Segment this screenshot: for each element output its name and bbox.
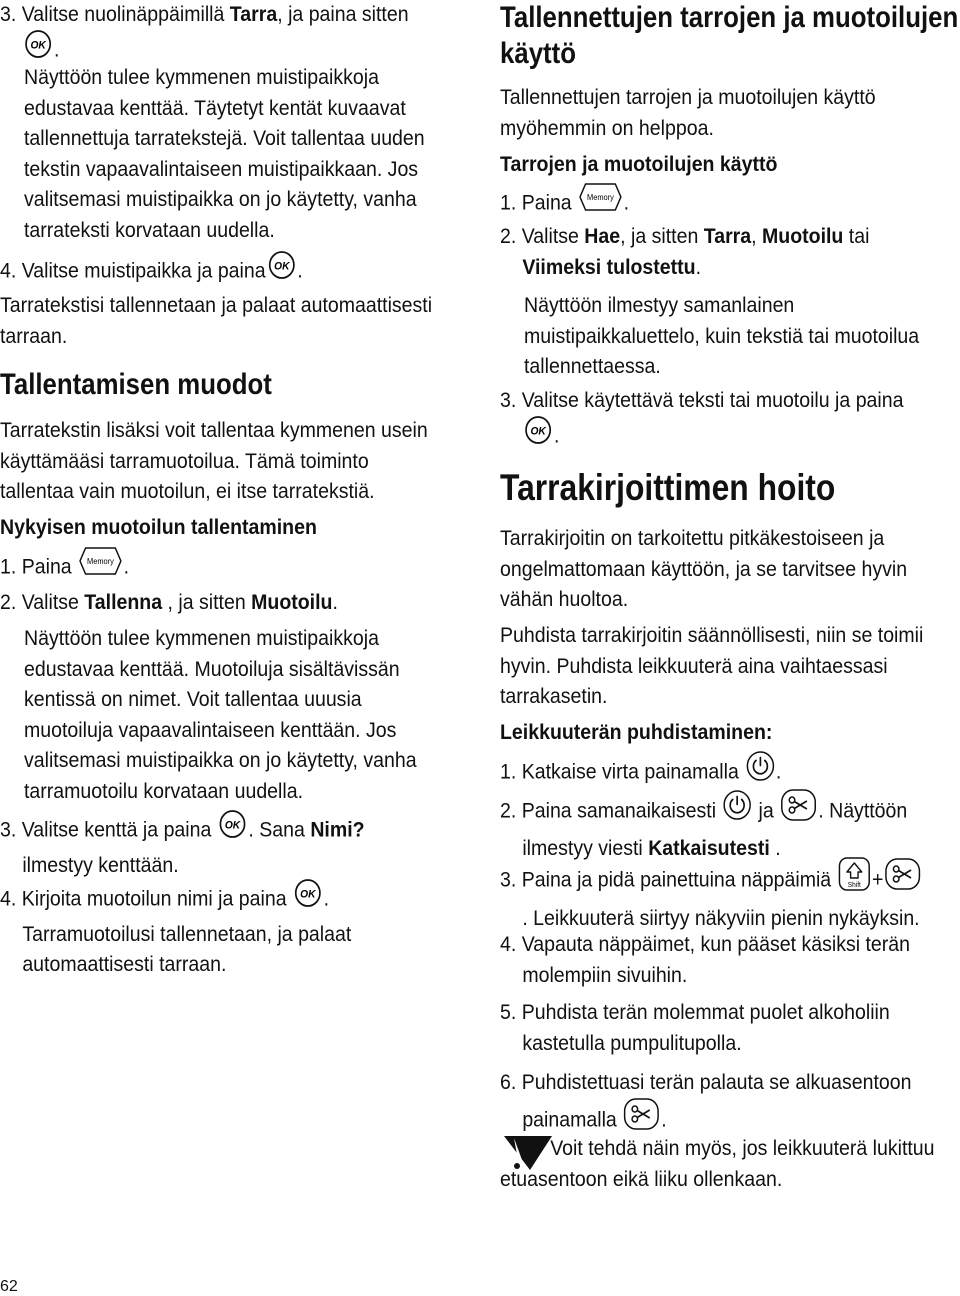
shift-key-icon [838, 856, 871, 902]
use-step-3: 3. Valitse käytettävä teksti tai muotoilu ja paina OK . [500, 386, 934, 456]
subheading-save-current-format: Nykyisen muotoilun tallentaminen [0, 516, 317, 539]
saved-labels-intro: Tallennettujen tarrojen ja muotoilujen käyttö myöhemmin on helppoa. [500, 86, 876, 140]
page-number: 62 [0, 1278, 18, 1295]
tip-note: Voit tehdä näin myös, jos leikkuuterä lukittuu etuasentoon eikä liiku ollenkaan. [500, 1134, 960, 1195]
format-step-3: 3. Valitse kenttä ja paina OK . Sana Nimi? ilmestyy kenttään. [0, 811, 392, 881]
scissors-key-icon [884, 857, 921, 901]
clean-step-4: 4. Vapauta näppäimet, kun pääset käsiksi terän molempiin sivuihin. [500, 933, 911, 987]
step-4-save-label: 4. Valitse muistipaikka ja paina OK . [0, 252, 303, 292]
clean-step-5: 5. Puhdista terän molemmat puolet alkoholiin kastetulla pumpulitupolla. [500, 1001, 890, 1055]
svg-text:OK: OK [300, 888, 316, 901]
scissors-key-icon [780, 788, 817, 832]
section-heading-save-formats: Tallentamisen muodot [0, 368, 272, 401]
memory-key-icon [578, 180, 623, 224]
svg-text:OK: OK [224, 819, 241, 832]
save-formats-intro: Tarratekstin lisäksi voit tallentaa kymmenen usein käyttämääsi tarramuotoilua. Tämä toiminto tallentaa vain muotoilun, ei itse tarratekstiä. [0, 419, 428, 503]
svg-text:Memory: Memory [86, 556, 114, 567]
clean-step-2: 2. Paina samanaikaisesti ja . Näyttöön ilmestyy viesti Katkaisutesti . [500, 790, 938, 864]
ok-key-icon [293, 878, 323, 918]
step-3-save-label: 3. Valitse nuolinäppäimillä Tarra, ja paina sitten [0, 3, 409, 26]
use-step-2: 2. Valitse Hae, ja sitten Tarra, Muotoilu tai Viimeksi tulostettu. [500, 225, 870, 279]
maintenance-cleaning-text: Puhdista tarrakirjoitin säännöllisesti, niin se toimii hyvin. Puhdista leikkuuterä aina vaihtaessasi tarrakasetin. [500, 624, 924, 708]
memory-key-icon [78, 544, 123, 588]
save-result-text: Tarratekstisi tallennetaan ja palaat automaattisesti tarraan. [0, 294, 433, 348]
use-step-1: 1. Paina Memory . [500, 182, 629, 226]
maintenance-intro: Tarrakirjoitin on tarkoitettu pitkäkestoiseen ja ongelmattomaan käyttöön, ja se tarvitsee hyvin vähän huoltoa. [500, 527, 908, 611]
section-heading-maintenance: Tarrakirjoittimen hoito [500, 467, 836, 508]
use-step-2-description: Näyttöön ilmestyy samanlainen muistipaikkaluettelo, kuin tekstiä tai muotoilua tallennettaessa. [524, 294, 920, 378]
power-key-icon [722, 789, 752, 831]
format-step-2: 2. Valitse Tallenna , ja sitten Muotoilu. [0, 591, 338, 614]
ok-key-icon [523, 415, 553, 455]
power-key-icon [745, 750, 775, 792]
svg-text:Memory: Memory [586, 192, 614, 203]
svg-text:OK: OK [273, 260, 290, 273]
subheading-cleaning-cutter: Leikkuuterän puhdistaminen: [500, 721, 773, 744]
clean-step-3: 3. Paina ja pidä painettuina näppäimiä Shift + . Leikkuuterä siirtyy näkyviin pienin nykäyksin. [500, 858, 954, 934]
format-step-4: 4. Kirjoita muotoilun nimi ja paina OK . Tarramuotoilusi tallennetaan, ja palaat automaattisesti tarraan. [0, 880, 378, 981]
clean-step-1: 1. Katkaise virta painamalla . [500, 752, 781, 794]
svg-text:Shift: Shift [847, 881, 861, 890]
svg-text:OK: OK [30, 38, 46, 52]
format-step-1: 1. Paina Memory . [0, 546, 129, 590]
ok-key-icon [267, 250, 297, 290]
section-heading-saved-labels: Tallennettujen tarrojen ja muotoilujen käyttö [500, 1, 959, 70]
ok-key-icon [218, 809, 248, 849]
subheading-use-labels: Tarrojen ja muotoilujen käyttö [500, 153, 778, 176]
save-label-description: Näyttöön tulee kymmenen muistipaikkoja edustavaa kenttää. Täytetyt kentät kuvaavat tallennettuja tarratekstejä. Voit tallentaa uuden tekstin vapaavalintaiseen muistipaikkaan. Jos valitsemasi muistipaikka on jo käytetty, vanha tarrateksti korvataan uudella. [24, 66, 425, 242]
clean-step-6: 6. Puhdistettuasi terän palauta se alkuasentoon painamalla . [500, 1068, 942, 1142]
format-step-2-description: Näyttöön tulee kymmenen muistipaikkoja edustavaa kenttää. Muotoiluja sisältävissän kentissä on nimet. Voit tallentaa uuusia muotoiluja vapaavalintaiseen kenttään. Jos valitsemasi muistipaikka on jo käytetty, vanha tarramuotoilu korvataan uudella. [24, 627, 417, 803]
svg-text:OK: OK [530, 424, 546, 438]
